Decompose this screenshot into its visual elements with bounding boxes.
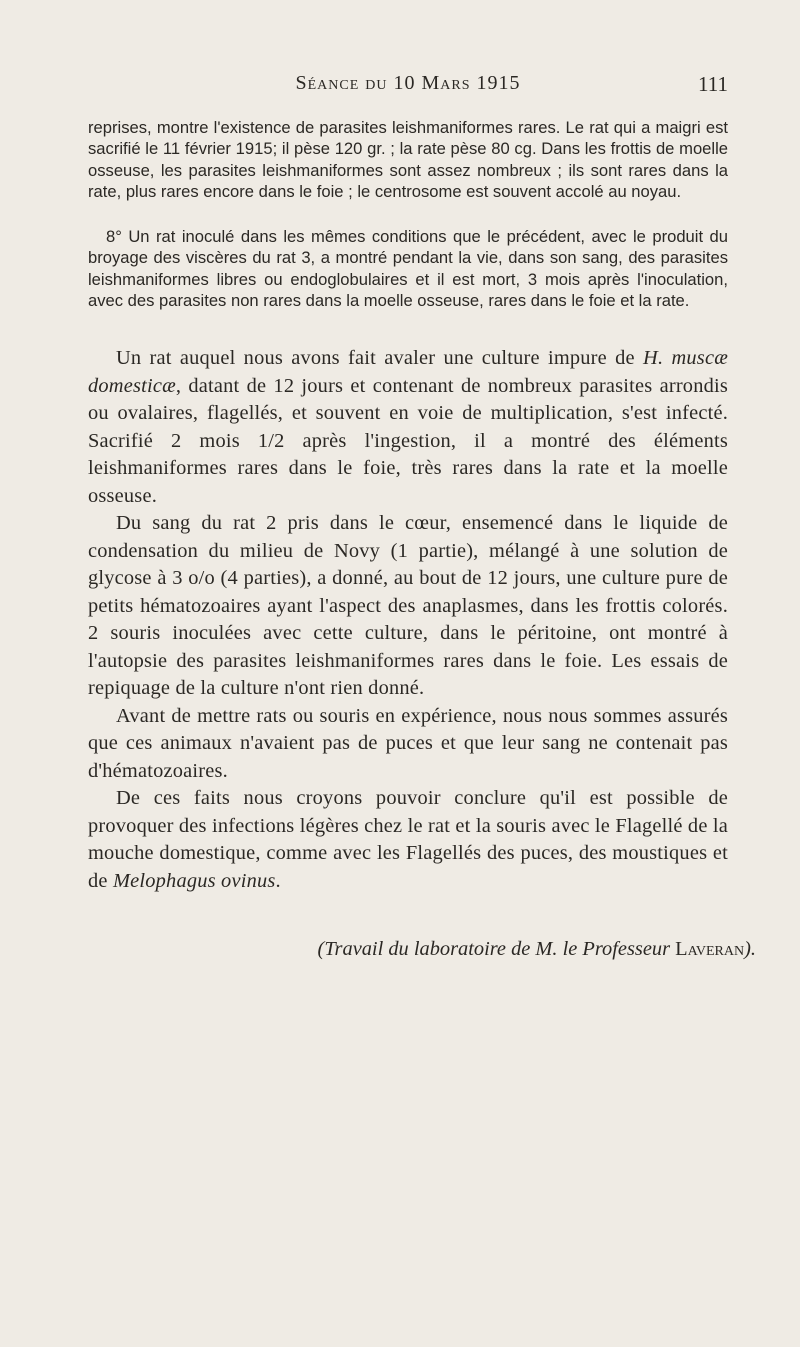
text-run: De ces faits nous croyons pouvoir conclure qu'il est possible de provoquer des infections légères chez le rat et la souris avec le Flagellé de la mouche domestique, comme avec les Flagellés des puces, des moustiques et de	[88, 787, 728, 892]
main-paragraph-3: Avant de mettre rats ou souris en expérience, nous nous sommes assurés que ces animaux n'avaient pas de puces et que leur sang ne contenait pas d'hématozoaires.	[88, 704, 728, 782]
paren-close: ).	[744, 938, 756, 960]
small-print-paragraph-2	[88, 226, 728, 311]
credit-text: Travail du laboratoire de M. le Professeur	[324, 938, 676, 960]
page-header	[88, 72, 728, 102]
main-paragraph-4	[88, 785, 728, 895]
species-name: Melophagus ovinus	[112, 869, 276, 892]
text-run: , datant de 12 jours et contenant de nombreux parasites arrondis ou ovalaires, flagellés, et souvent en voie de multiplication, s'est infecté. Sacrifié 2 mois 1/2 après l'ingestion, il a montré des éléments leishmaniformes rares dans le foie, très rares dans la rate et la moelle osseuse.	[88, 374, 728, 507]
main-text	[88, 345, 728, 895]
paragraph-text: 8° Un rat inoculé dans les mêmes conditions que le précédent, avec le produit du broyage des viscères du rat 3, a montré pendant la vie, dans son sang, des parasites leishmaniformes libres ou endoglobulaires et il est mort, 3 mois après l'inoculation, avec des parasites non rares dans la moelle osseuse, rares dans le foie et la rate.	[88, 227, 728, 310]
species-name: H. muscæ domesticæ	[88, 347, 728, 397]
paragraph-text: reprises, montre l'existence de parasites leishmaniformes rares. Le rat qui a maigri est sacrifié le 11 février 1915; il pèse 120 gr. ; la rate pèse 80 cg. Dans les frottis de moelle osseuse, les parasites leishmaniformes sont assez nombreux ; ils sont rares dans la rate, plus rares encore dans le foie ; le centrosome est souvent accolé au noyau.	[88, 118, 728, 201]
small-print-paragraph-1	[88, 117, 728, 202]
paren-open: (	[317, 938, 325, 960]
main-paragraph-2: Du sang du rat 2 pris dans le cœur, ensemencé dans le liquide de condensation du milieu de Novy (1 partie), mélangé à une solution de glycose à 3 o/o (4 parties), a donné, au bout de 12 jours, une culture pure de petits hématozoaires ayant l'aspect des anaplasmes, dans les frottis colorés. 2 souris inoculées avec cette culture, dans le péritoine, ont montré à l'autopsie des parasites leishmaniformes rares dans le foie. Les essais de repiquage de la culture n'ont rien donné.	[88, 512, 728, 699]
main-paragraph-1	[88, 345, 728, 510]
text-run: Un rat auquel nous avons fait avaler une culture impure de	[116, 347, 644, 369]
professor-name: Laveran	[675, 938, 745, 960]
running-title: Séance du 10 Mars 1915	[295, 72, 521, 94]
page-number: 111	[698, 72, 728, 96]
lab-credit	[88, 938, 756, 961]
text-run: .	[275, 869, 281, 892]
